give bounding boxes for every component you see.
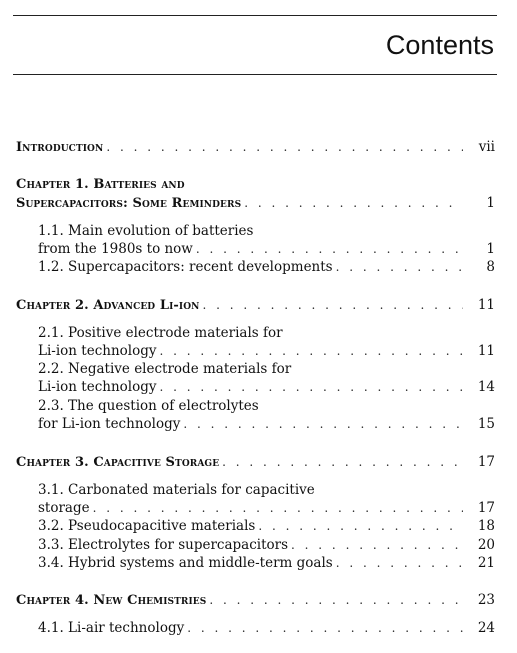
toc-chapter-1-line-1: Chapter 1. Batteries and bbox=[16, 177, 185, 192]
toc-entry-label: 1.2. Supercapacitors: recent developments bbox=[38, 259, 333, 275]
dot-leader bbox=[255, 517, 463, 535]
toc-section-3-1-line-1: 3.1. Carbonated materials for capacitive bbox=[38, 482, 315, 498]
toc-page-number: 1 bbox=[486, 241, 495, 257]
toc-entry-label: storage bbox=[38, 500, 90, 516]
toc-page-number: 18 bbox=[477, 518, 495, 534]
toc-page-number: 20 bbox=[477, 537, 495, 553]
dot-leader bbox=[103, 138, 463, 156]
dot-leader bbox=[333, 258, 463, 276]
toc-page-number: vii bbox=[478, 139, 495, 155]
toc-section-2-3-line-1: 2.3. The question of electrolytes bbox=[38, 398, 259, 414]
toc-page-number: 15 bbox=[477, 416, 495, 432]
toc-entry-section-2-2[interactable] bbox=[38, 378, 495, 396]
dot-leader bbox=[241, 194, 463, 212]
toc-page-number: 1 bbox=[486, 195, 495, 211]
toc-page-number: 8 bbox=[486, 259, 495, 275]
toc-section-1-1-line-1: 1.1. Main evolution of batteries bbox=[38, 223, 254, 239]
dot-leader bbox=[156, 378, 463, 396]
dot-leader bbox=[180, 415, 463, 433]
toc-section-2-1-line-1: 2.1. Positive electrode materials for bbox=[38, 325, 283, 341]
dot-leader bbox=[206, 591, 463, 609]
toc-entry-label: Supercapacitors: Some Reminders bbox=[16, 196, 242, 211]
toc-entry-chapter-3[interactable] bbox=[16, 453, 495, 471]
toc-entry-section-3-3[interactable] bbox=[38, 536, 495, 554]
toc-entry-chapter-1[interactable] bbox=[16, 194, 495, 212]
toc-page-number: 14 bbox=[477, 379, 495, 395]
toc-entry-introduction[interactable] bbox=[16, 138, 495, 156]
toc-entry-label: from the 1980s to now bbox=[38, 241, 193, 257]
toc-entry-label: 3.2. Pseudocapacitive materials bbox=[38, 518, 256, 534]
dot-leader bbox=[156, 342, 463, 360]
page-title: Contents bbox=[385, 30, 494, 60]
dot-leader bbox=[219, 453, 463, 471]
toc-entry-section-1-1[interactable] bbox=[38, 240, 495, 258]
toc-entry-label: Li-ion technology bbox=[38, 343, 157, 359]
dot-leader bbox=[184, 619, 463, 637]
toc-entry-label: Chapter 4. New Chemistries bbox=[16, 593, 207, 608]
toc-page-number: 24 bbox=[477, 620, 495, 636]
dot-leader bbox=[333, 554, 463, 572]
toc-section-2-2-line-1: 2.2. Negative electrode materials for bbox=[38, 361, 292, 377]
top-rule bbox=[13, 15, 497, 16]
toc-entry-label: for Li-ion technology bbox=[38, 416, 181, 432]
toc-entry-label: 4.1. Li-air technology bbox=[38, 620, 185, 636]
toc-entry-label: Introduction bbox=[16, 140, 104, 155]
toc-entry-section-2-1[interactable] bbox=[38, 342, 495, 360]
toc-page-number: 11 bbox=[477, 297, 495, 313]
dot-leader bbox=[199, 296, 463, 314]
toc-entry-label: 3.3. Electrolytes for supercapacitors bbox=[38, 537, 289, 553]
toc-entry-section-3-1[interactable] bbox=[38, 499, 495, 517]
toc-entry-section-3-2[interactable] bbox=[38, 517, 495, 535]
toc-page-number: 21 bbox=[477, 555, 495, 571]
toc-entry-section-4-1[interactable] bbox=[38, 619, 495, 637]
toc-entry-label: 3.4. Hybrid systems and middle-term goals bbox=[38, 555, 333, 571]
toc-entry-section-2-3[interactable] bbox=[38, 415, 495, 433]
toc-entry-chapter-2[interactable] bbox=[16, 296, 495, 314]
toc-entry-section-3-4[interactable] bbox=[38, 554, 495, 572]
title-rule bbox=[13, 74, 497, 75]
dot-leader bbox=[193, 240, 463, 258]
toc-entry-label: Chapter 3. Capacitive Storage bbox=[16, 455, 220, 470]
toc-entry-chapter-4[interactable] bbox=[16, 591, 495, 609]
toc-entry-label: Chapter 2. Advanced Li-ion bbox=[16, 298, 200, 313]
dot-leader bbox=[288, 536, 463, 554]
toc-entry-label: Li-ion technology bbox=[38, 379, 157, 395]
toc-page-number: 17 bbox=[477, 454, 495, 470]
toc-entry-section-1-2[interactable] bbox=[38, 258, 495, 276]
dot-leader bbox=[90, 499, 463, 517]
toc-page-number: 23 bbox=[477, 592, 495, 608]
toc-page-number: 11 bbox=[477, 343, 495, 359]
toc-page-number: 17 bbox=[477, 500, 495, 516]
